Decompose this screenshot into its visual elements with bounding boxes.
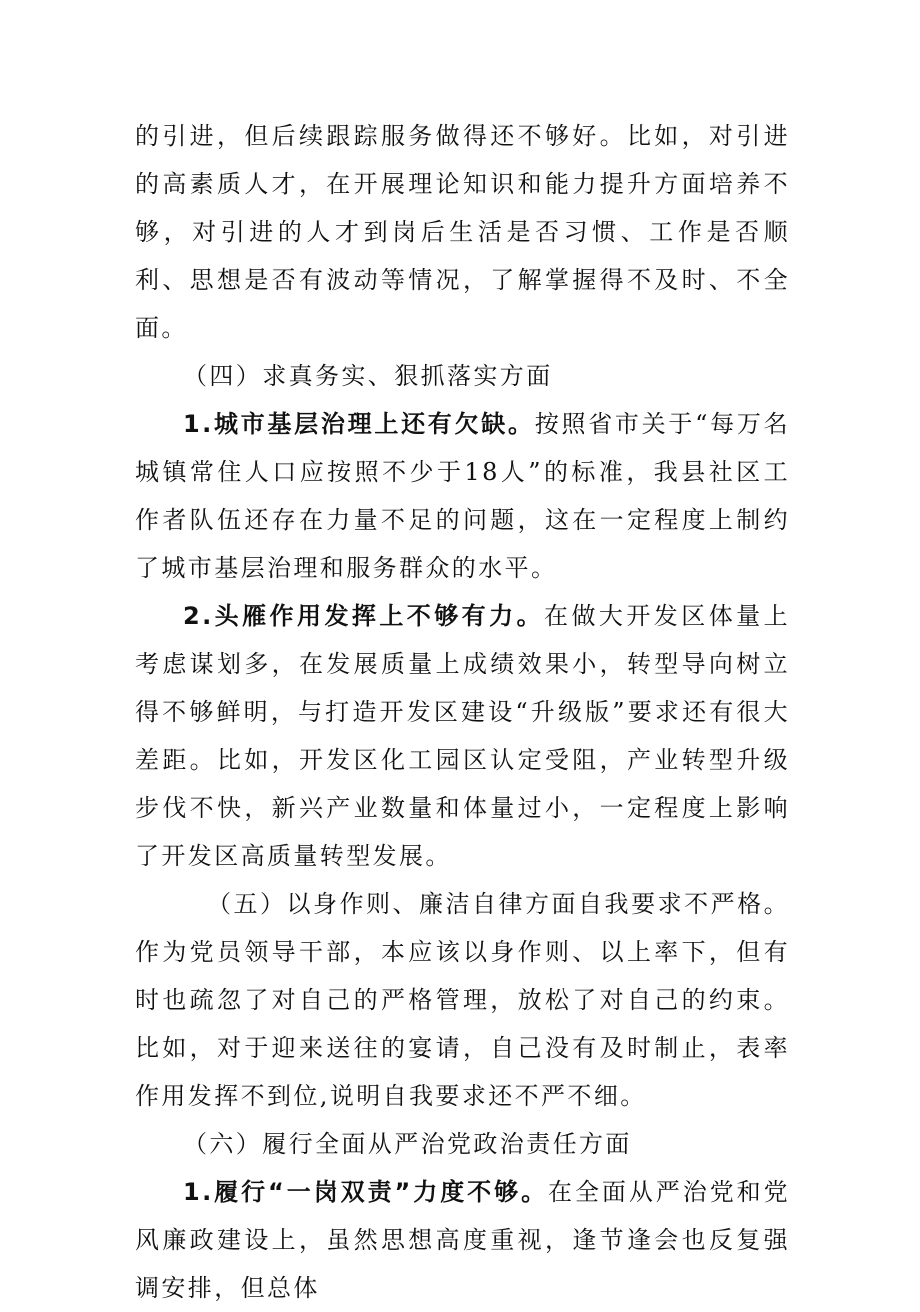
paragraph-lead: 1.履行“一岗双责”力度不够。 <box>183 1178 549 1206</box>
paragraph-talent-followup <box>135 112 790 352</box>
section-heading-text: （六）履行全面从严治党政治责任方面 <box>183 1130 632 1158</box>
paragraph-leading-role <box>135 592 790 880</box>
paragraph-text: （五）以身作则、廉洁自律方面自我要求不严格。作为党员领导干部，本应该以身作则、以上率下，但有时也疏忽了对自己的严格管理，放松了对自己的约束。比如，对于迎来送往的宴请，自己没有及时制止，表率作用发挥不到位,说明自我要求还不严不细。 <box>135 890 790 1110</box>
paragraph-text: 在做大开发区体量上考虑谋划多，在发展质量上成绩效果小，转型导向树立得不够鲜明，与打造开发区建设“升级版”要求还有很大差距。比如，开发区化工园区认定受阻，产业转型升级步伐不快，新兴产业数量和体量过小，一定程度上影响了开发区高质量转型发展。 <box>135 602 790 870</box>
paragraph-lead: 2.头雁作用发挥上不够有力。 <box>183 602 545 630</box>
paragraph-text: 按照省市关于“每万名城镇常住人口应按照不少于18人”的标准，我县社区工作者队伍还存在力量不足的问题，这在一定程度上制约了城市基层治理和服务群众的水平。 <box>135 410 790 582</box>
section-heading-5 <box>135 880 790 1120</box>
section-heading-6 <box>135 1120 790 1168</box>
document-body <box>135 112 790 1312</box>
section-heading-text: （四）求真务实、狠抓落实方面 <box>183 362 553 390</box>
paragraph-urban-governance <box>135 400 790 592</box>
paragraph-text: 的引进，但后续跟踪服务做得还不够好。比如，对引进的高素质人才，在开展理论知识和能力提升方面培养不够，对引进的人才到岗后生活是否习惯、工作是否顺利、思想是否有波动等情况，了解掌握得不及时、不全面。 <box>135 122 790 342</box>
section-heading-4 <box>135 352 790 400</box>
paragraph-text: 在全面从严治党和党风廉政建设上，虽然思想高度重视，逢节逢会也反复强调安排，但总体 <box>135 1178 790 1302</box>
paragraph-dual-responsibility <box>135 1168 790 1312</box>
paragraph-lead: 1.城市基层治理上还有欠缺。 <box>183 410 535 438</box>
